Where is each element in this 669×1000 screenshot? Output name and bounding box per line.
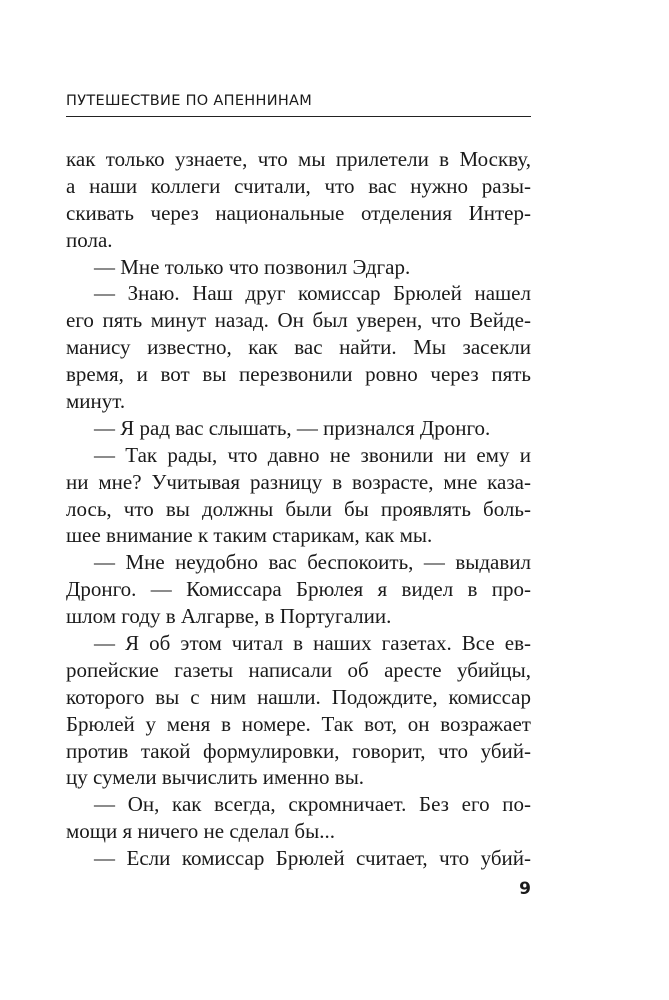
text-line: — Если комиссар Брюлей считает, что убий-	[94, 846, 531, 871]
text-line: ропейские газеты написали об аресте убийцы,	[66, 657, 531, 682]
text-line: шлом году в Алгарве, в Португалии.	[66, 604, 392, 629]
page-number: 9	[519, 879, 531, 899]
text-line: манису известно, как вас найти. Мы засекли	[66, 335, 531, 360]
text-line: время, и вот вы перезвонили ровно через пять	[66, 362, 531, 387]
text-line: Дронго. — Комиссара Брюлея я видел в про-	[66, 577, 531, 602]
text-line: пола.	[66, 227, 113, 252]
header-rule	[66, 116, 531, 117]
text-line: которого вы с ним нашли. Подождите, комиссар	[66, 684, 531, 709]
text-line: цу сумели вычислить именно вы.	[66, 765, 365, 790]
text-line: лось, что вы должны были бы проявлять боль-	[66, 496, 531, 521]
text-line: против такой формулировки, говорит, что убий-	[66, 738, 531, 763]
text-line: минут.	[66, 389, 126, 414]
body-text	[66, 146, 531, 872]
text-line: — Мне только что позвонил Эдгар.	[94, 254, 411, 279]
text-line: — Я рад вас слышать, — признался Дронго.	[94, 415, 491, 440]
text-line: ни мне? Учитывая разницу в возрасте, мне каза-	[66, 469, 531, 494]
running-header: ПУТЕШЕСТВИЕ ПО АПЕННИНАМ	[66, 93, 313, 109]
text-line: его пять минут назад. Он был уверен, что Вейде-	[66, 308, 531, 333]
text-line: — Мне неудобно вас беспокоить, — выдавил	[94, 550, 531, 575]
text-line: как только узнаете, что мы прилетели в Москву,	[66, 147, 531, 171]
text-line: Брюлей у меня в номере. Так вот, он возражает	[66, 711, 531, 736]
text-line: шее внимание к таким старикам, как мы.	[66, 523, 433, 548]
text-line: мощи я ничего не сделал бы...	[66, 819, 335, 844]
text-line: — Так рады, что давно не звонили ни ему и	[94, 442, 531, 467]
text-line: — Знаю. Наш друг комиссар Брюлей нашел	[94, 281, 531, 306]
text-line: скивать через национальные отделения Интер-	[66, 200, 531, 225]
text-line: а наши коллеги считали, что вас нужно разы-	[66, 173, 531, 198]
text-line: — Он, как всегда, скромничает. Без его по-	[94, 792, 531, 817]
text-line: — Я об этом читал в наших газетах. Все ев-	[94, 631, 531, 656]
